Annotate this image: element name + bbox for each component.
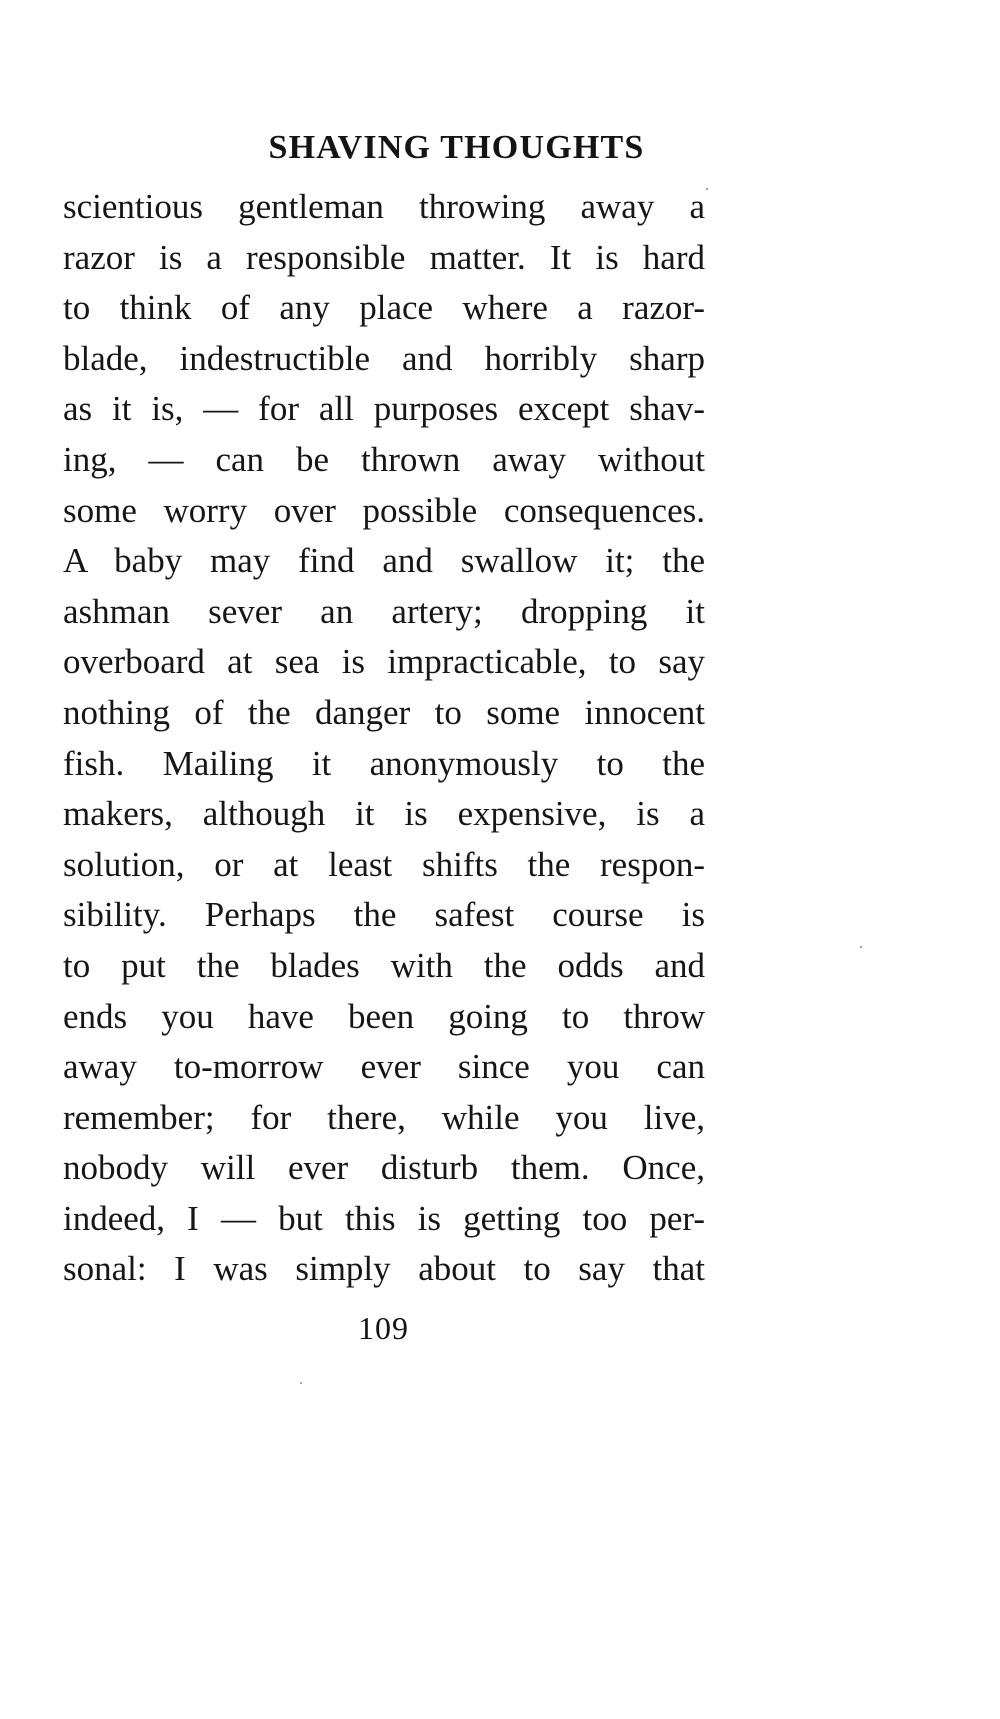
text-line: ing, — can be thrown away without xyxy=(63,439,705,479)
text-line: to think of any place where a razor- xyxy=(63,288,705,328)
running-head: SHAVING THOUGHTS xyxy=(268,129,645,166)
text-line: sibility. Perhaps the safest course is xyxy=(63,895,705,935)
paper-speck xyxy=(706,188,708,190)
text-line: fish. Mailing it anonymously to the xyxy=(63,743,705,783)
text-line: away to-morrow ever since you can xyxy=(63,1047,705,1087)
text-line: A baby may find and swallow it; the xyxy=(63,541,705,581)
text-line: as it is, — for all purposes except shav- xyxy=(63,389,705,429)
body-text xyxy=(63,182,705,1295)
paper-speck xyxy=(300,1382,302,1384)
text-line: nobody will ever disturb them. Once, xyxy=(63,1148,705,1188)
text-line: some worry over possible consequences. xyxy=(63,490,705,530)
paper-speck xyxy=(860,946,862,948)
text-line: overboard at sea is impracticable, to say xyxy=(63,642,705,682)
text-line: ashman sever an artery; dropping it xyxy=(63,591,705,631)
text-line: blade, indestructible and horribly sharp xyxy=(63,338,705,378)
text-line: sonal: I was simply about to say that xyxy=(63,1249,705,1289)
text-line: indeed, I — but this is getting too per- xyxy=(63,1198,705,1238)
page-number: 109 xyxy=(358,1310,409,1346)
text-line: scientious gentleman throwing away a xyxy=(63,187,705,226)
text-line: makers, although it is expensive, is a xyxy=(63,794,705,834)
text-line: nothing of the danger to some innocent xyxy=(63,692,705,732)
text-line: solution, or at least shifts the respon- xyxy=(63,844,705,884)
text-line: razor is a responsible matter. It is hard xyxy=(63,237,705,277)
text-line: remember; for there, while you live, xyxy=(63,1097,705,1137)
text-line: ends you have been going to throw xyxy=(63,996,705,1036)
text-line: to put the blades with the odds and xyxy=(63,945,705,985)
